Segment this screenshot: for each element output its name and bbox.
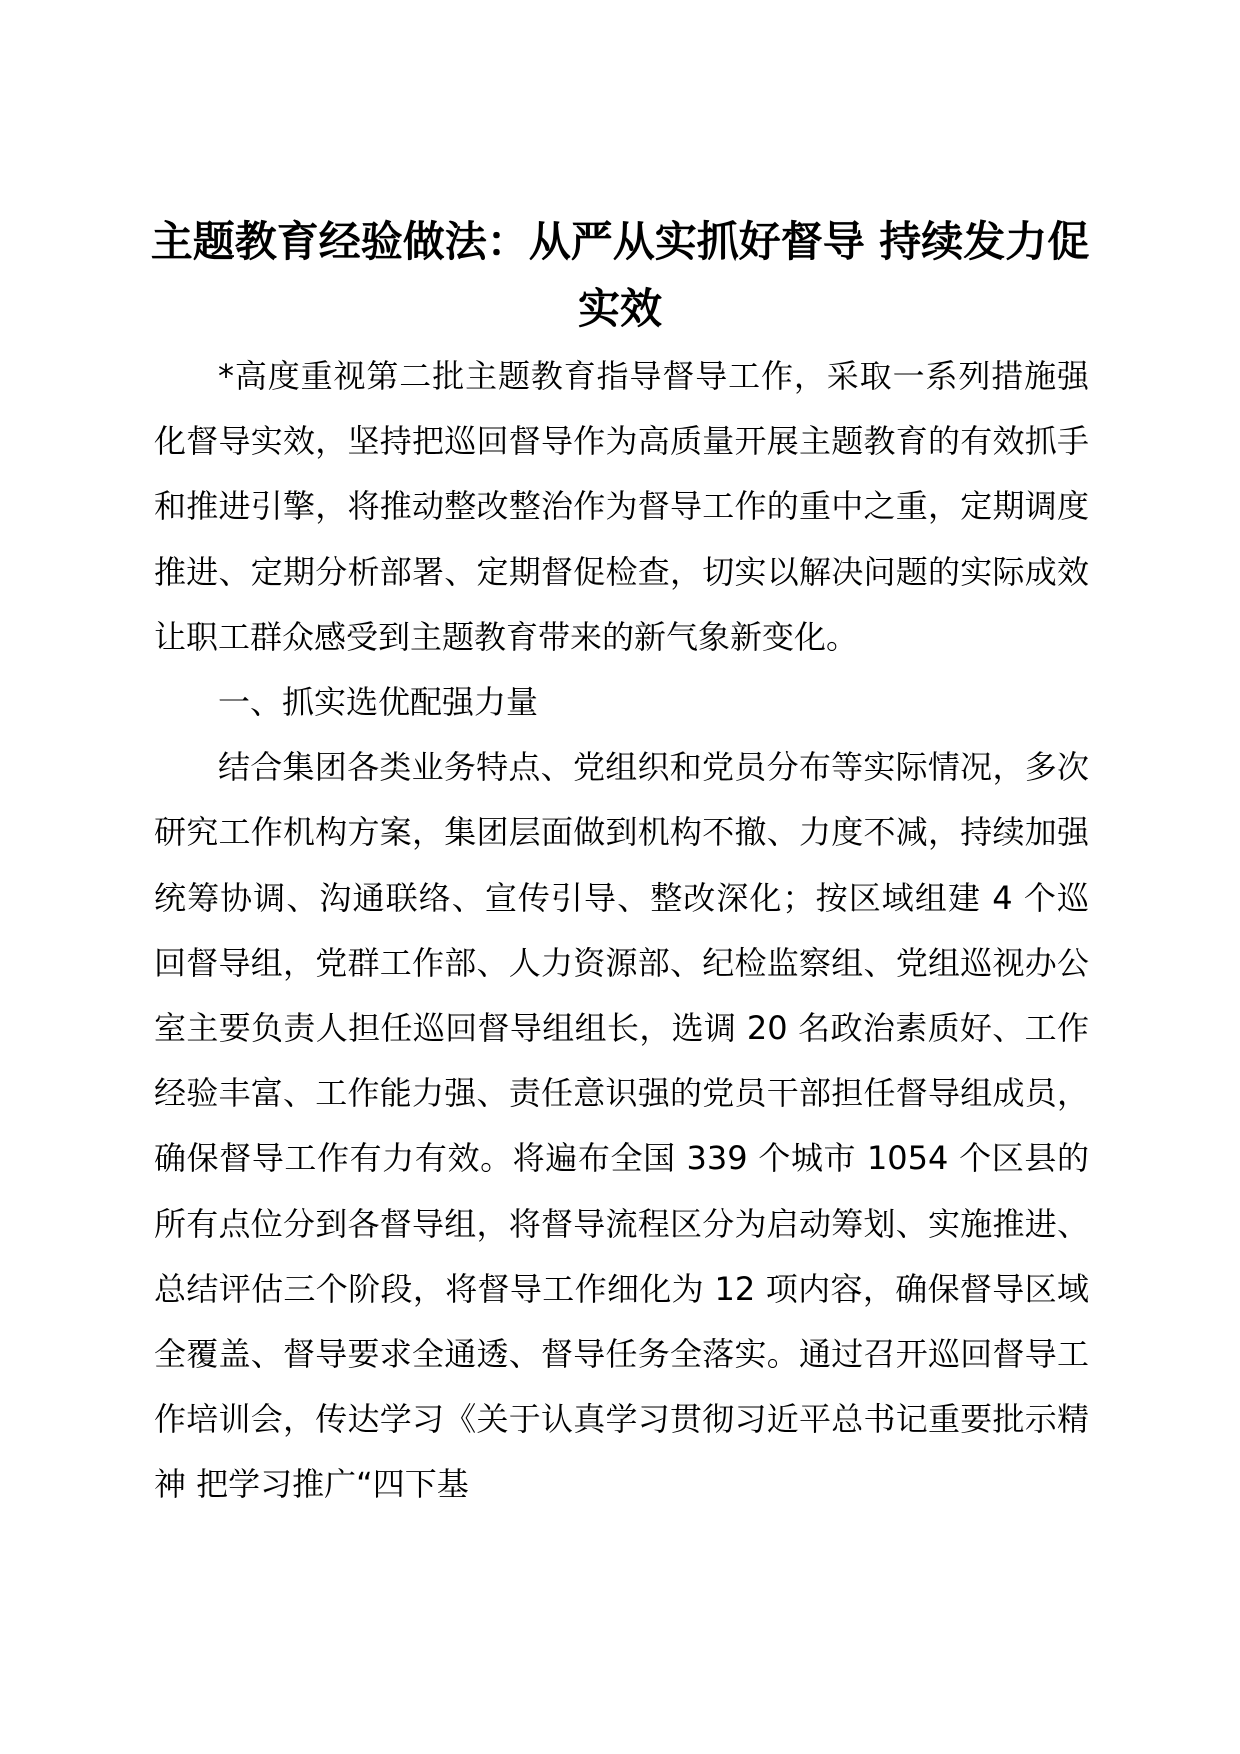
section-heading: 一、抓实选优配强力量 (218, 683, 539, 722)
document-title: 主题教育经验做法：从严从实抓好督导 持续发力促实效 (150, 217, 1090, 333)
document-body (154, 344, 1089, 1518)
intro-paragraph: *高度重视第二批主题教育指导督导工作，采取一系列措施强化督导实效，坚持把巡回督导作为高质量开展主题教育的有效抓手和推进引擎，将推动整改整治作为督导工作的重中之重，定期调度推进、定期分析部署、定期督促检查，切实以解决问题的实际成效让职工群众感受到主题教育带来的新气象新变化。 (154, 357, 1089, 656)
body-paragraph: 结合集团各类业务特点、党组织和党员分布等实际情况，多次研究工作机构方案，集团层面做到机构不撤、力度不减，持续加强统筹协调、沟通联络、宣传引导、整改深化；按区域组建 4 个巡回督导组，党群工作部、人力资源部、纪检监察组、党组巡视办公室主要负责人担任巡回督导组组长，选调 20 名政治素质好、工作经验丰富、工作能力强、责任意识强的党员干部担任督导组成员，确保督导工作有力有效。将遍布全国 339 个城市 1054 个区县的所有点位分到各督导组，将督导流程区分为启动筹划、实施推进、总结评估三个阶段，将督导工作细化为 12 项内容，确保督导区域全覆盖、督导要求全通透、督导任务全落实。通过召开巡回督导工作培训会，传达学习《关于认真学习贯彻习近平总书记重要批示精神 把学习推广“四下基 (154, 748, 1089, 1504)
